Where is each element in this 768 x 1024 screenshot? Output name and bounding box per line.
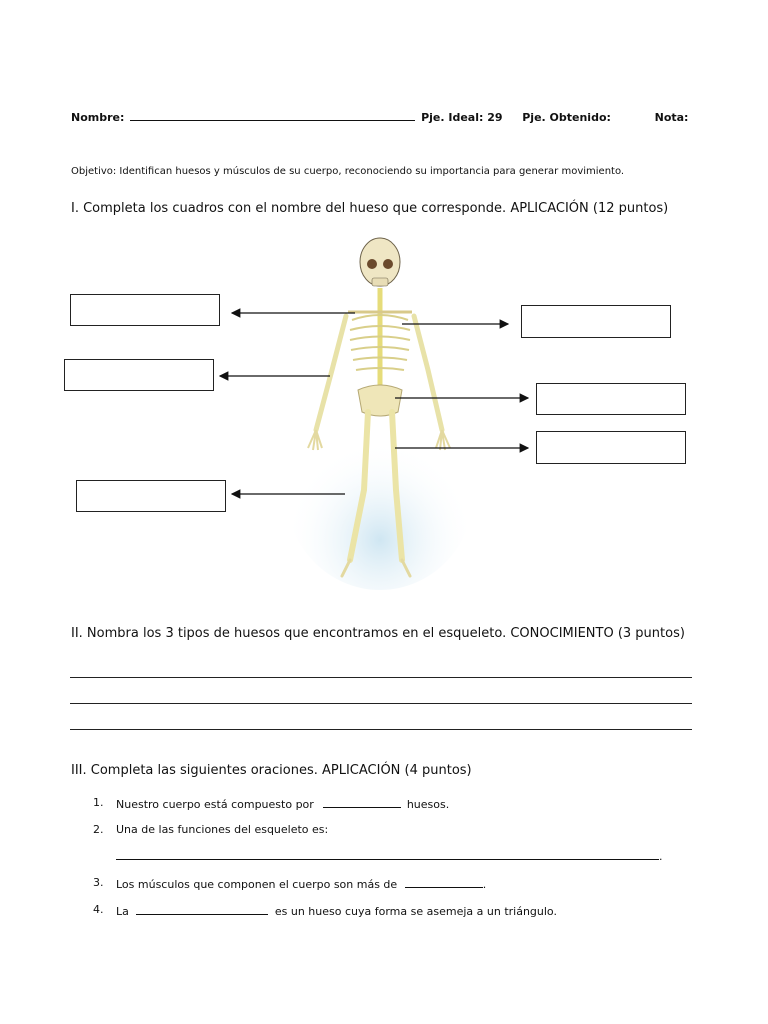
list-item: 1. Nuestro cuerpo está compuesto por huesos. xyxy=(93,796,450,811)
sentence-text: Nuestro cuerpo está compuesto por xyxy=(116,798,314,811)
ideal-score: Pje. Ideal: 29 xyxy=(421,111,503,124)
answer-line-2[interactable] xyxy=(70,703,692,704)
list-item: 4. La es un hueso cuya forma se asemeja a un triángulo. xyxy=(93,903,557,918)
section-3-title: III. Completa las siguientes oraciones. APLICACIÓN (4 puntos) xyxy=(71,763,472,778)
list-item: 3. Los músculos que componen el cuerpo son más de . xyxy=(93,876,487,891)
blank-field[interactable] xyxy=(323,796,401,808)
blank-field[interactable] xyxy=(116,848,659,860)
sentence-text: La xyxy=(116,905,129,918)
answer-line-1[interactable] xyxy=(70,677,692,678)
sentence-text: Una de las funciones del esqueleto es: xyxy=(116,823,329,836)
list-item: 2. Una de las funciones del esqueleto es: . xyxy=(93,823,663,863)
sentence-list xyxy=(84,796,704,918)
obtained-score: Pje. Obtenido: xyxy=(522,111,611,124)
sentence-text: . xyxy=(659,850,663,863)
answer-line-3[interactable] xyxy=(70,729,692,730)
objective-text: Objetivo: Identifican huesos y músculos de su cuerpo, reconociendo su importancia para generar movimiento. xyxy=(71,166,625,177)
sentence-text: . xyxy=(482,878,487,891)
section-2-title: II. Nombra los 3 tipos de huesos que encontramos en el esqueleto. CONOCIMIENTO (3 puntos) xyxy=(71,626,685,641)
sentence-text: es un hueso cuya forma se asemeja a un triángulo. xyxy=(274,905,557,918)
bone-label-box-2[interactable] xyxy=(64,359,214,391)
bone-label-box-4[interactable] xyxy=(521,305,671,338)
bone-label-box-3[interactable] xyxy=(76,480,226,512)
name-label: Nombre: xyxy=(71,111,125,124)
blank-field[interactable] xyxy=(136,903,268,915)
bone-label-box-6[interactable] xyxy=(536,431,686,464)
blank-field[interactable] xyxy=(405,876,483,888)
sentence-text: huesos. xyxy=(406,798,450,811)
grade-label: Nota: xyxy=(654,111,689,124)
bone-label-box-1[interactable] xyxy=(70,294,220,326)
bone-label-box-5[interactable] xyxy=(536,383,686,415)
section-1-title: I. Completa los cuadros con el nombre del hueso que corresponde. APLICACIÓN (12 puntos) xyxy=(71,201,669,216)
sentence-text: Los músculos que componen el cuerpo son más de xyxy=(116,878,398,891)
